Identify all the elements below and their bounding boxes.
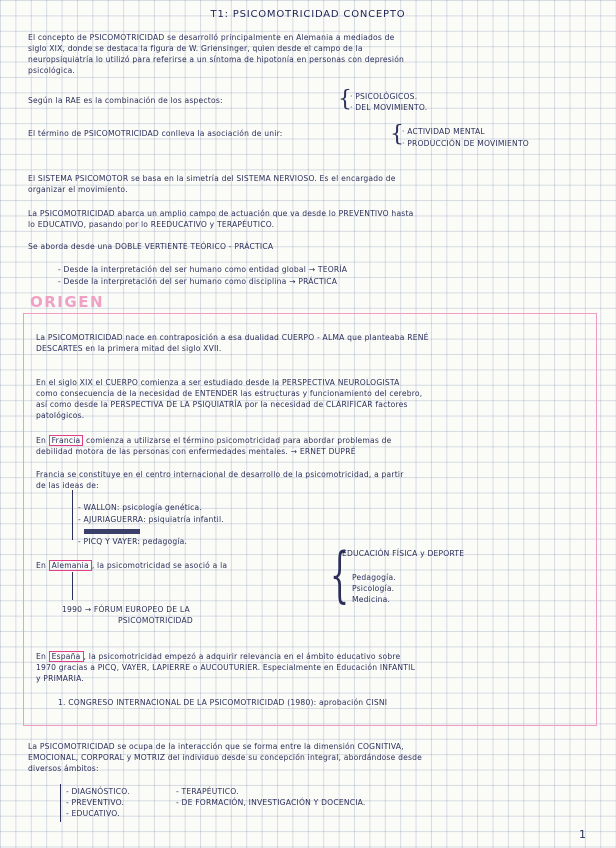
para4: Se aborda desde una DOBLE VERTIENTE TEÓRICO - PRÁCTICA — [28, 242, 274, 251]
intro-line-2: siglo XIX, donde se destaca la figura de W. Griensinger, quien desde el campo de la — [28, 44, 363, 53]
term-item-1: · ACTIVIDAD MENTAL — [402, 127, 485, 136]
ambito-right-2: - DE FORMACIÓN, INVESTIGACIÓN Y DOCENCIA. — [176, 798, 366, 807]
origen1-line-1: La PSICOMOTRICIDAD nace en contraposición a esa dualidad CUERPO - ALMA que planteaba RENÉ — [36, 333, 429, 342]
forum-line-2: PSICOMOTRICIDAD — [118, 616, 193, 625]
congreso: 1. CONGRESO INTERNACIONAL DE LA PSICOMOTRICIDAD (1980): aprobación CISNI — [58, 698, 388, 707]
alemania-head: EDUCACIÓN FÍSICA y DEPORTE — [342, 549, 465, 558]
rae-text: Según la RAE es la combinación de los aspectos: — [28, 96, 223, 105]
para3-line-1: La PSICOMOTRICIDAD abarca un amplio campo de actuación que va desde lo PREVENTIVO hasta — [28, 209, 414, 218]
alemania-item-3: Medicina. — [352, 595, 391, 604]
vertiente-2: - Desde la interpretación del ser humano como disciplina → PRÁCTICA — [58, 277, 338, 286]
origen2-line-3: así como desde la PERSPECTIVA DE LA PSIQUIATRÍA por la necesidad de CLARIFICAR factores — [36, 400, 408, 409]
alemania-label: Alemania — [49, 560, 92, 571]
alemania-item-2: Psicología. — [352, 584, 395, 593]
origen2-line-4: patológicos. — [36, 411, 85, 420]
author-2: - AJURIAGUERRA: psiquiatría infantil. — [78, 515, 224, 524]
final-line-2: EMOCIONAL, CORPORAL y MOTRIZ del individuo desde su concepción integral, abordándose desde — [28, 753, 423, 762]
origen2-line-2: como consecuencia de la necesidad de ENTENDER las estructuras y funcionamiento del cerebro, — [36, 389, 423, 398]
francia2-line-1: Francia se constituye en el centro internacional de desarrollo de la psicomotricidad, a partir — [36, 470, 404, 479]
ambito-left-1: - DIAGNÓSTICO. — [66, 787, 130, 796]
para3-line-2: lo EDUCATIVO, pasando por lo REEDUCATIVO y TERAPÉUTICO. — [28, 220, 275, 229]
ambito-right-1: - TERAPÉUTICO. — [176, 787, 239, 796]
francia-line-1: comienza a utilizarse el término psicomotricidad para abordar problemas de — [86, 436, 392, 445]
forum-line-1: 1990 → FÓRUM EUROPEO DE LA — [62, 605, 190, 614]
espana-row: En España , la psicomotricidad empezó a adquirir relevancia en el ámbito educativo sobre — [36, 652, 401, 661]
intro-line-1: El concepto de PSICOMOTRICIDAD se desarrolló principalmente en Alemania a mediados de — [28, 33, 395, 42]
brace-icon: { — [330, 540, 350, 610]
page-number: 1 — [579, 828, 586, 841]
brace-icon: { — [338, 87, 352, 112]
para2-line-1: El SISTEMA PSICOMOTOR se basa en la simetría del SISTEMA NERVIOSO. Es el encargado de — [28, 174, 396, 183]
arrow-down-icon — [72, 572, 73, 600]
origen1-line-2: DESCARTES en la primera mitad del siglo XVII. — [36, 344, 222, 353]
espana-line-1: , la psicomotricidad empezó a adquirir relevancia en el ámbito educativo sobre — [83, 652, 401, 661]
alemania-text: , la psicomotricidad se asoció a la — [91, 561, 228, 570]
francia-line-2: debilidad motora de las personas con enfermedades mentales. → ERNET DUPRÉ — [36, 447, 356, 456]
bracket-line-icon — [60, 784, 61, 822]
scribble-icon — [84, 529, 140, 534]
espana-line-3: y PRIMARIA. — [36, 674, 84, 683]
rae-item-1: · PSICOLÓGICOS. — [350, 92, 418, 101]
espana-label: España — [49, 651, 84, 662]
francia-row: En Francia comienza a utilizarse el término psicomotricidad para abordar problemas de — [36, 436, 392, 445]
rae-item-2: · DEL MOVIMIENTO. — [350, 103, 428, 112]
term-text: El término de PSICOMOTRICIDAD conlleva la asociación de unir: — [28, 129, 283, 138]
intro-line-4: psicológica. — [28, 66, 76, 75]
intro-line-3: neuropsiquiatría lo utilizó para referirse a un síntoma de hipotonía en personas con depresión — [28, 55, 405, 64]
alemania-item-1: Pedagogía. — [352, 573, 396, 582]
author-1: - WALLON: psicología genética. — [78, 503, 203, 512]
ambito-left-3: - EDUCATIVO. — [66, 809, 120, 818]
vertiente-1: - Desde la interpretación del ser humano como entidad global → TEORÍA — [58, 265, 348, 274]
final-line-1: La PSICOMOTRICIDAD se ocupa de la interacción que se forma entre la dimensión COGNITIVA, — [28, 742, 404, 751]
para2-line-2: organizar el movimiento. — [28, 185, 128, 194]
espana-line-2: 1970 gracias a PICQ, VAYER, LAPIERRE o AUCOUTURIER. Especialmente en Educación INFANTIL — [36, 663, 415, 672]
origen2-line-1: En el siglo XIX el CUERPO comienza a ser estudiado desde la PERSPECTIVA NEUROLOGISTA — [36, 378, 400, 387]
ambito-left-2: - PREVENTIVO. — [66, 798, 125, 807]
author-3: - PICQ Y VAYER: pedagogía. — [78, 537, 188, 546]
arrow-line-icon — [72, 490, 73, 540]
alemania-row: En Alemania , la psicomotricidad se asoció a la — [36, 561, 228, 570]
origen-heading: ORIGEN — [30, 293, 104, 311]
francia2-line-2: de las ideas de: — [36, 481, 99, 490]
final-line-3: diversos ámbitos: — [28, 764, 99, 773]
brace-icon: { — [390, 122, 404, 147]
term-item-2: · PRODUCCIÓN DE MOVIMIENTO — [402, 139, 529, 148]
page-title: T1: PSICOMOTRICIDAD CONCEPTO — [210, 9, 406, 20]
francia-label: Francia — [49, 435, 84, 446]
